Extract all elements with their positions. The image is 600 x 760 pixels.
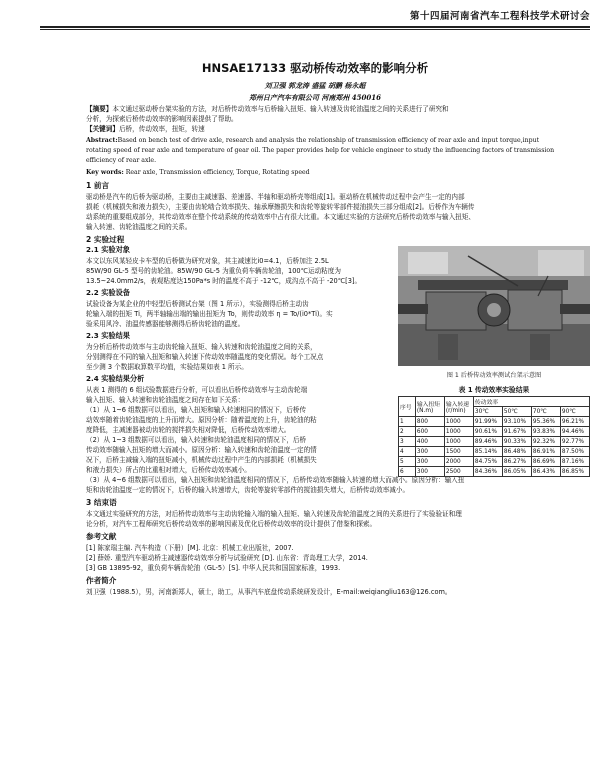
table-1-title: 表 1 传动效率实验结果 [458,386,530,394]
keywords-cn-label: 【关键词】 [86,125,119,133]
cell-eff: 85.14% [473,447,502,457]
table-row [399,427,590,437]
cell-eff: 93.10% [502,417,531,427]
cell-torque: 800 [415,417,444,427]
references-heading: 参考文献 [86,532,117,541]
s23-line2: 分别测得在不同的输入扭矩和输入转速下传动效率随温度的变化情况。每个工况点 [86,353,324,361]
col-no: 序号 [399,397,416,417]
table-row [399,467,590,477]
cell-eff: 89.46% [473,437,502,447]
cell-no: 5 [399,457,416,467]
header-rule-thin [40,29,590,30]
cell-speed: 1000 [444,417,473,427]
reference-1: [1] 陈家瑞主编. 汽车构造（下册）[M]. 北京：机械工业出版社，2007. [86,544,294,552]
cell-speed: 1500 [444,447,473,457]
s1-line1: 驱动桥是汽车的后桥为驱动桥，主要由主减速器、差速器、半轴和驱动桥壳等组成[1]。驱动桥在机械传动过程中会产生一定的内部 [86,193,465,201]
temp-30: 30℃ [473,407,502,417]
s21-line1: 本文以东风某轻皮卡车型的后桥做为研究对象，其主减速比i0=4.1，后桥加注 2.5L [86,257,329,265]
cell-eff: 94.46% [560,427,589,437]
cell-torque: 300 [415,457,444,467]
s1-line2: 损耗（机械损失和液力损失），主要由齿轮啮合效率损失、轴承摩擦损失和齿轮等旋转零部件搅油损失三部分组成[2]。后桥作为车辆传 [86,203,475,211]
journal-header: 第十四届河南省汽车工程科技学术研讨会 [409,11,590,22]
cell-eff: 92.77% [560,437,589,447]
affiliation: 郑州日产汽车有限公司 河南郑州 450016 [248,93,382,102]
s1-line3: 动系统的重要组成部分，其传动效率在整个传动系统的传动效率中占有很大比重。本文通过实验的方法研究后桥传动效率与输入扭矩、 [86,213,476,221]
temp-70: 70℃ [531,407,560,417]
s3-line2: 论分析，对汽车工程师研究后桥传动效率的影响因素及优化后桥传动效率的设计提供了借鉴和探索。 [86,520,377,528]
s24-p1c: 度降低，主减速器被动齿轮的搅拌损失相对降低，后桥传动效率增大。 [86,426,291,434]
table-row [399,417,590,427]
header-rule [40,26,590,28]
cell-torque: 300 [415,447,444,457]
cell-no: 6 [399,467,416,477]
s23-line1: 为分析后桥传动效率与主动齿轮输入扭矩、输入转速和齿轮油温度之间的关系， [86,343,317,351]
s21-line3: 13.5~24.0mm2/s，表观粘度达150Pa*s 时的温度不高于 -12℃，成沟点不高于 -20℃[3]。 [86,277,362,285]
cell-speed: 1000 [444,437,473,447]
keywords-en-text: Rear axle, Transmission efficiency, Torque, Rotating speed [125,169,310,176]
cell-eff: 96.21% [560,417,589,427]
figure-1-caption: 图 1 后桥传动效率测试台架示意图 [446,372,542,379]
cell-speed: 2000 [444,457,473,467]
table-row [399,437,590,447]
keywords-cn-text: 后桥，传动效率，扭矩，转速 [118,125,205,133]
section3-heading: 3 结束语 [86,498,117,507]
s24-p2a: （2）从 1~3 组数据可以看出，输入转速和齿轮油温度相同的情况下，后桥 [86,436,307,444]
col-torque: 输入扭矩 (N.m) [415,397,444,417]
table-header-row [399,397,590,407]
cell-eff: 86.69% [531,457,560,467]
author-intro-heading: 作者简介 [86,576,117,585]
abstract-cn-label: 【摘要】 [86,105,113,113]
s22-heading: 2.2 实验设备 [86,288,130,297]
abstract-en [86,136,590,146]
cell-eff: 91.99% [473,417,502,427]
col-efficiency: 传动效率 [473,397,589,407]
s24-p2d: 和液力损失）所占的比重相对增大，后桥传动效率减小。 [86,466,251,474]
s23-heading: 2.3 实验结果 [86,331,130,340]
cell-torque: 400 [415,437,444,447]
cell-eff: 92.32% [531,437,560,447]
s24-p2b: 传动效率随输入扭矩的增大而减小。原因分析：输入转速和齿轮油温度一定的情 [86,446,317,454]
s23-line3: 至少测 3 个数据取算数平均值，实验结果如表 1 所示。 [86,363,248,371]
cell-no: 2 [399,427,416,437]
authors: 刘卫强 郭龙涛 盛猛 胡鹏 杨永超 [264,81,366,90]
s24-p1a: （1）从 1~6 组数据可以看出，输入扭矩和输入转速相同的情况下，后桥传 [86,406,307,414]
cell-speed: 2500 [444,467,473,477]
keywords-en-label: Key words: [86,169,124,176]
s22-line1: 试验设备为某企业的中轻型后桥测试台架（图 1 所示），实验测得后桥主动齿 [86,300,309,308]
section2-heading: 2 实验过程 [86,235,125,244]
abstract-en-line2: rotating speed of rear axle and temperature of gear oil. The paper provides help for vehicle engineer to study the influencing factors of transmission [86,147,555,154]
abstract-cn [86,104,590,114]
s24-heading: 2.4 实验结果分析 [86,374,145,383]
s24-p1b: 动效率随着齿轮油温度的上升而增大。原因分析：随着温度的上升，齿轮油的粘 [86,416,317,424]
cell-torque: 600 [415,427,444,437]
cell-speed: 1000 [444,427,473,437]
cell-eff: 84.75% [473,457,502,467]
temp-50: 50℃ [502,407,531,417]
cell-no: 3 [399,437,416,447]
cell-eff: 95.36% [531,417,560,427]
cell-eff: 86.85% [560,467,589,477]
cell-eff: 86.05% [502,467,531,477]
cell-eff: 91.67% [502,427,531,437]
abstract-en-label: Abstract: [86,137,118,144]
test-bench-photo [398,246,590,366]
s24-p3a: （3）从 4~6 组数据可以看出，输入扭矩和齿轮油温度相同的情况下，后桥传动效率随输入转速的增大而减小。原因分析：输入扭 [86,476,465,484]
cell-no: 1 [399,417,416,427]
cell-eff: 86.48% [502,447,531,457]
section1-heading: 1 前言 [86,181,110,190]
table-row [399,457,590,467]
col-speed: 输入转速 (r/min) [444,397,473,417]
table-row [399,447,590,457]
s3-line1: 本文通过实验研究的方法，对后桥传动效率与主动齿轮输入端的输入扭矩、输入转速及齿轮油温度之间的关系进行了实验验证和理 [86,510,462,518]
cell-eff: 93.83% [531,427,560,437]
cell-eff: 90.33% [502,437,531,447]
s24-p2c: 况下，后桥主减输入端的扭矩减小，机械传动过程中产生的内部损耗（机械损失 [86,456,317,464]
cell-eff: 84.36% [473,467,502,477]
cell-torque: 300 [415,467,444,477]
reference-3: [3] GB 13895-92，重负荷车辆齿轮油（GL-5）[S]. 中华人民共和国国家标准，1993. [86,564,341,572]
s21-heading: 2.1 实验对象 [86,245,130,254]
keywords-en [86,168,590,178]
abstract-en-line3: efficiency of rear axle. [86,157,157,164]
keywords-cn [86,124,590,134]
abstract-cn-line1: 本文通过驱动桥台架实验的方法，对后桥传动效率与后桥输入扭矩、输入转速及齿轮油温度之间的关系进行了研究和 [112,105,449,113]
cell-eff: 86.43% [531,467,560,477]
cell-eff: 86.27% [502,457,531,467]
abstract-cn-line2: 分析，为探索后桥传动效率的影响因素提供了帮助。 [86,115,238,123]
s24-line2: 输入扭矩、输入转速和齿轮油温度之间存在如下关系： [86,396,245,404]
cell-eff: 87.50% [560,447,589,457]
paper-title: HNSAE17133 驱动桥传动效率的影响分析 [201,61,429,75]
temp-90: 90℃ [560,407,589,417]
reference-2: [2] 薛娇. 重型汽车驱动桥主减速器传动效率分析与试验研究 [D]. 山东省：青岛理工大学，2014. [86,554,368,562]
author-intro-text: 刘卫强（1988.5），男，河南新郑人，硕士，助工，从事汽车底盘传动系统研发设计，E-mail:weiqiangliu163@126.com。 [86,588,452,596]
s24-line1: 从表 1 测得的 6 组试验数据进行分析，可以看出后桥传动效率与主动齿轮端 [86,386,308,394]
s22-line3: 验采用风冷、油温传感器能够测得后桥齿轮油的温度。 [86,320,245,328]
efficiency-table [398,396,590,477]
abstract-en-line1: Based on bench test of drive axle, research and analysis the relationship of transmission efficiency of rear axle and input torque,input [117,137,540,144]
cell-eff: 87.16% [560,457,589,467]
s21-line2: 85W/90 GL-5 型号的齿轮油。85W/90 GL-5 为重负荷车辆齿轮油，100℃运动粘度为 [86,267,341,275]
s24-p3b: 矩和齿轮油温度一定的情况下，后桥的输入转速增大，齿轮等旋转零部件的搅油损失增大，后桥传动效率减小。 [86,486,410,494]
cell-eff: 90.61% [473,427,502,437]
cell-no: 4 [399,447,416,457]
cell-eff: 86.91% [531,447,560,457]
s1-line4: 输入转速、齿轮油温度之间的关系。 [86,223,192,231]
s22-line2: 轮输入端的扭矩 Ti，两半轴输出端的输出扭矩为 To，则传动效率 η = To/(i0*Ti)。实 [86,310,333,318]
